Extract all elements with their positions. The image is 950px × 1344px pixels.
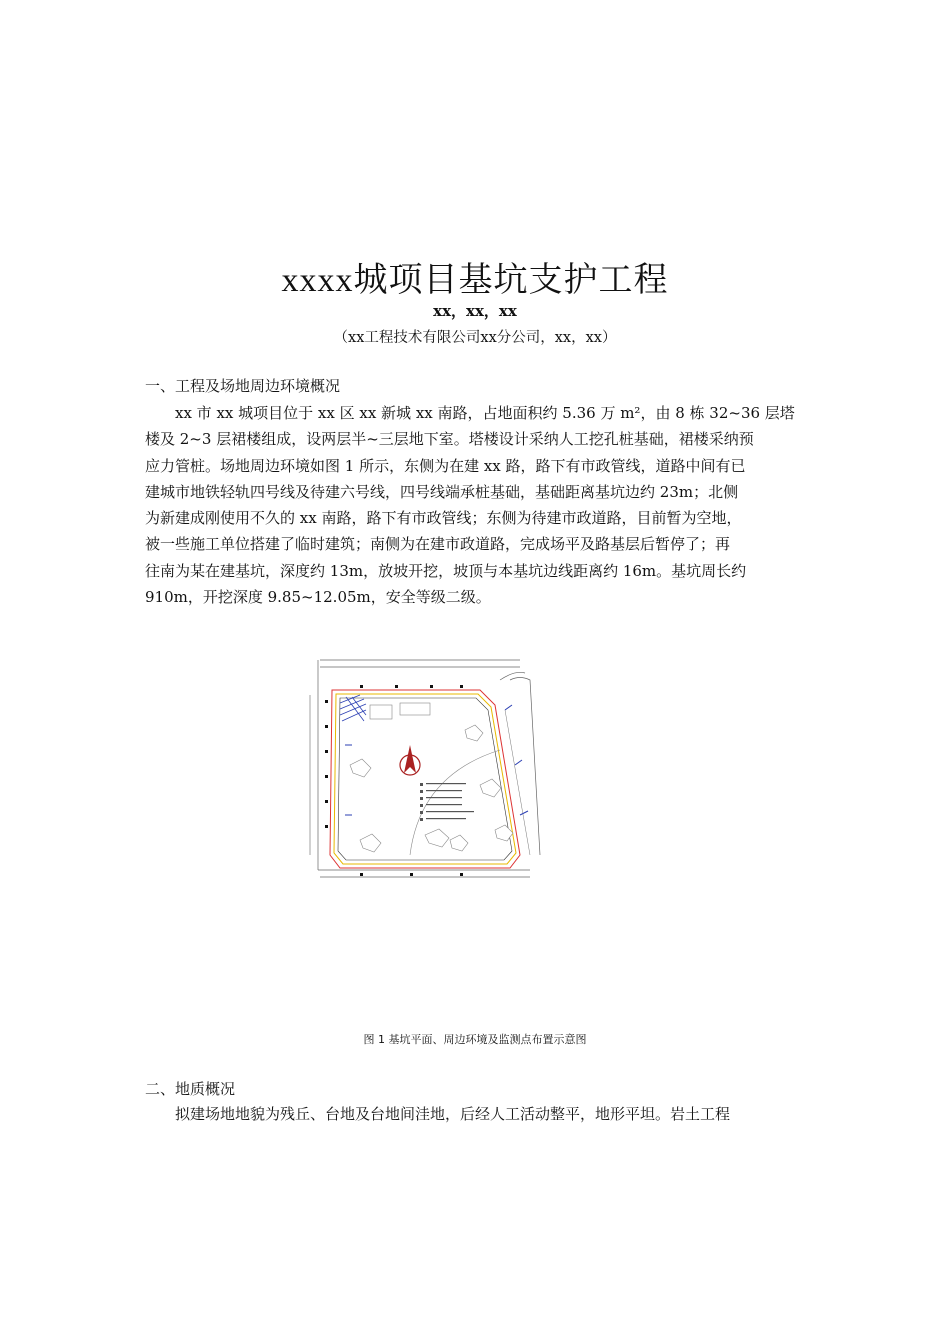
title-cjk: 城项目基坑支护工程 — [353, 260, 669, 300]
paragraph-line: 应力管桩。场地周边环境如图 1 所示，东侧为在建 xx 路，路下有市政管线，道路中间有已 — [145, 456, 746, 475]
paragraph-line: xx 市 xx 城项目位于 xx 区 xx 新城 xx 南路，占地面积约 5.36 万 m²，由 8 栋 32~36 层塔 — [175, 404, 795, 422]
site-plan-drawing — [300, 655, 552, 887]
title-latin: xxxx — [281, 262, 354, 299]
section2-heading: 二、地质概况 — [145, 1080, 236, 1098]
site-plan-figure — [300, 655, 552, 887]
section1-heading: 一、工程及场地周边环境概况 — [145, 377, 341, 395]
paragraph-line: 被一些施工单位搭建了临时建筑；南侧为在建市政道路，完成场平及路基层后暂停了；再 — [145, 535, 731, 554]
affiliation: （xx工程技术有限公司xx分公司，xx，xx） — [333, 330, 617, 346]
section1-paragraph — [145, 400, 807, 610]
paragraph-line: 910m，开挖深度 9.85~12.05m，安全等级二级。 — [145, 588, 491, 607]
authors: xx，xx，xx — [433, 302, 517, 320]
paragraph-line: 为新建成刚使用不久的 xx 南路，路下有市政管线；东侧为待建市政道路，目前暂为空地， — [145, 509, 742, 528]
paragraph-line: 楼及 2~3 层裙楼组成，设两层半~三层地下室。塔楼设计采纳人工挖孔桩基础，裙楼采纳预 — [145, 430, 754, 449]
paragraph-line: 往南为某在建基坑，深度约 13m，放坡开挖，坡顶与本基坑边线距离约 16m。基坑周长约 — [145, 561, 747, 580]
paragraph-line: 建城市地铁轻轨四号线及待建六号线，四号线端承桩基础，基础距离基坑边约 23m；北侧 — [145, 482, 739, 501]
paragraph-line: 拟建场地地貌为残丘、台地及台地间洼地，后经人工活动整平，地形平坦。岩土工程 — [175, 1105, 731, 1123]
document-title — [0, 252, 950, 301]
section2-paragraph — [145, 1101, 807, 1127]
figure-caption: 图 1 基坑平面、周边环境及监测点布置示意图 — [363, 1033, 587, 1046]
